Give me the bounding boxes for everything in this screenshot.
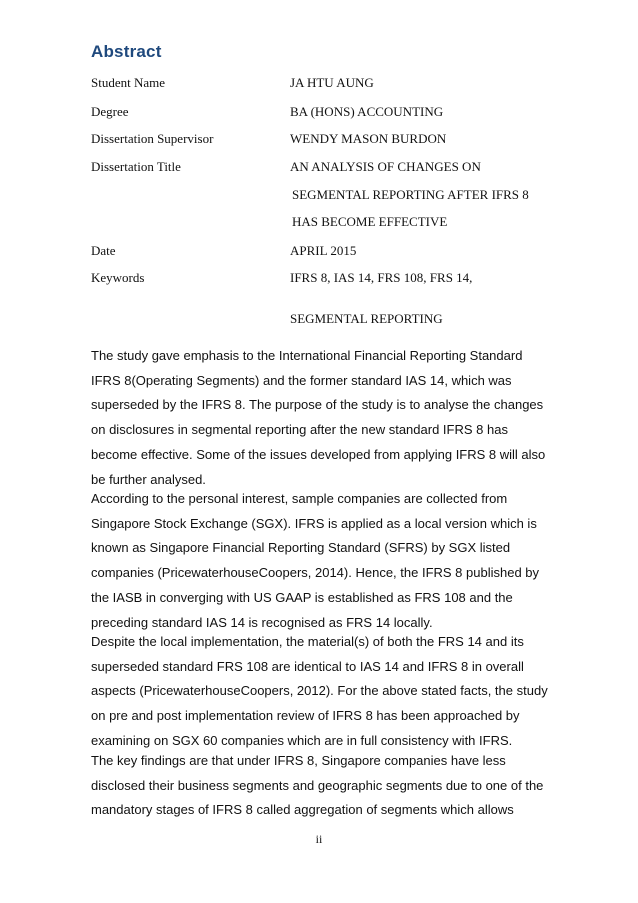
- paragraph-line: known as Singapore Financial Reporting Standard (SFRS) by SGX listed: [91, 540, 511, 556]
- page-number: ii: [315, 832, 323, 846]
- paragraph-line: aspects (PricewaterhouseCoopers, 2012). For the above stated facts, the study: [91, 683, 548, 699]
- paragraph-line: IFRS 8(Operating Segments) and the former standard IAS 14, which was: [91, 372, 512, 388]
- dissertation-title-line: HAS BECOME EFFECTIVE: [292, 214, 448, 229]
- paragraph-line: Singapore Stock Exchange (SGX). IFRS is applied as a local version which is: [91, 515, 537, 531]
- paragraph-line: disclosed their business segments and geographic segments due to one of the: [91, 777, 544, 793]
- paragraph-line: the IASB in converging with US GAAP is established as FRS 108 and the: [91, 589, 513, 605]
- paragraph-line: Despite the local implementation, the material(s) of both the FRS 14 and its: [91, 634, 524, 649]
- paragraph-line: The key findings are that under IFRS 8, Singapore companies have less: [91, 753, 506, 768]
- paragraph-line: preceding standard IAS 14 is recognised as FRS 14 locally.: [91, 614, 433, 630]
- paragraph-line: mandatory stages of IFRS 8 called aggregation of segments which allows: [91, 802, 514, 818]
- body-paragraph: [91, 487, 561, 635]
- student-name-label: Student Name: [91, 75, 166, 90]
- paragraph-line: examining on SGX 60 companies which are in full consistency with IFRS.: [91, 732, 513, 748]
- supervisor-value: WENDY MASON BURDON: [290, 131, 447, 146]
- keywords-label: Keywords: [91, 270, 145, 285]
- paragraph-line: superseded standard FRS 108 are identical to IAS 14 and IFRS 8 in overall: [91, 658, 524, 674]
- paragraph-line: on disclosures in segmental reporting after the new standard IFRS 8 has: [91, 422, 508, 438]
- student-name-value: JA HTU AUNG: [290, 75, 374, 90]
- paragraph-line: companies (PricewaterhouseCoopers, 2014). Hence, the IFRS 8 published by: [91, 565, 540, 581]
- date-label: Date: [91, 243, 116, 258]
- body-paragraph: [91, 344, 561, 492]
- abstract-heading: Abstract: [91, 42, 162, 61]
- paragraph-line: The study gave emphasis to the International Financial Reporting Standard: [91, 348, 523, 363]
- dissertation-title-label: Dissertation Title: [91, 159, 181, 174]
- paragraph-line: According to the personal interest, sample companies are collected from: [91, 491, 508, 506]
- body-paragraph: [91, 630, 561, 754]
- dissertation-title-line: SEGMENTAL REPORTING AFTER IFRS 8: [292, 187, 529, 202]
- paragraph-line: be further analysed.: [91, 471, 206, 487]
- paragraph-line: become effective. Some of the issues developed from applying IFRS 8 will also: [91, 446, 546, 462]
- date-value: APRIL 2015: [290, 243, 357, 258]
- keywords-line: SEGMENTAL REPORTING: [290, 311, 443, 326]
- dissertation-title-line: AN ANALYSIS OF CHANGES ON: [290, 159, 481, 174]
- supervisor-label: Dissertation Supervisor: [91, 131, 214, 146]
- paragraph-line: on pre and post implementation review of IFRS 8 has been approached by: [91, 708, 520, 724]
- degree-value: BA (HONS) ACCOUNTING: [290, 104, 444, 119]
- keywords-line: IFRS 8, IAS 14, FRS 108, FRS 14,: [290, 270, 473, 285]
- degree-label: Degree: [91, 104, 129, 119]
- paragraph-line: superseded by the IFRS 8. The purpose of the study is to analyse the changes: [91, 397, 544, 413]
- body-paragraph: [91, 749, 561, 823]
